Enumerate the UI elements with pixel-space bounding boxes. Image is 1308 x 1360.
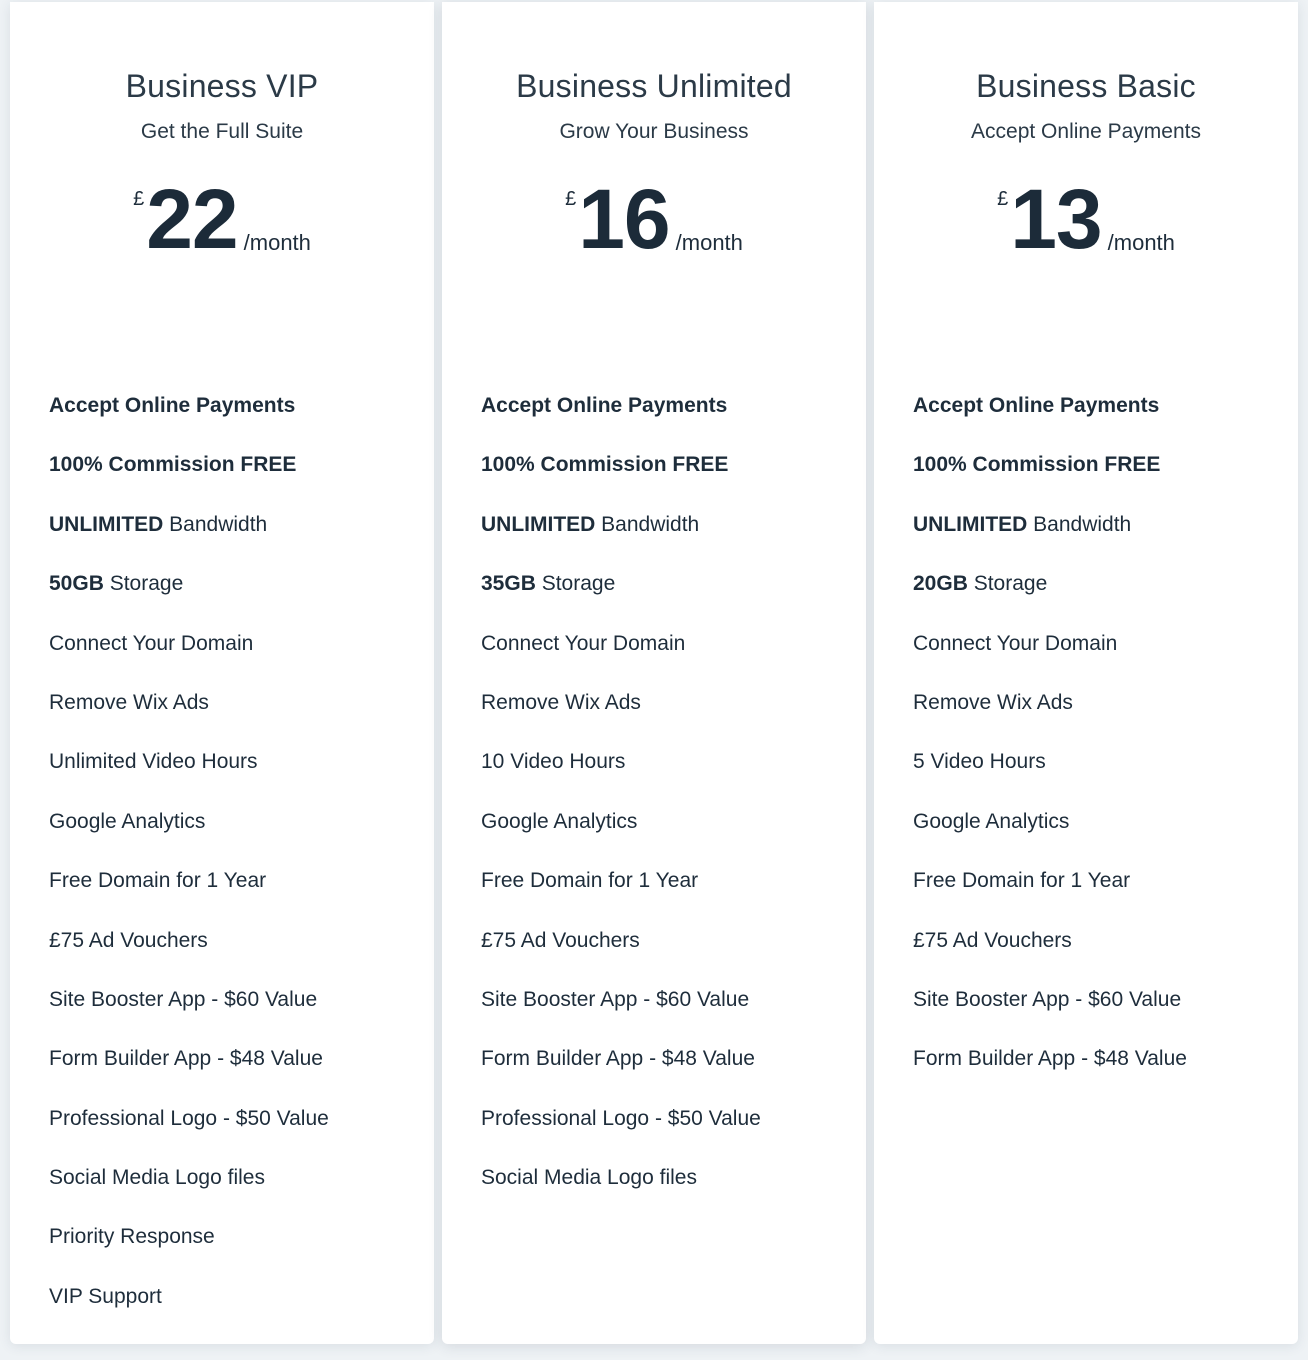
plan-name: Business VIP (125, 68, 319, 104)
feature-item (49, 570, 329, 629)
feature-item (49, 867, 329, 926)
feature-text: Bandwidth (163, 512, 268, 536)
feature-text: Free Domain for 1 Year (49, 869, 267, 893)
feature-item (49, 808, 329, 867)
feature-text: Unlimited Video Hours (49, 750, 258, 774)
feature-item (913, 451, 1187, 510)
feature-text: Form Builder App - $48 Value (49, 1047, 323, 1071)
feature-item (49, 451, 329, 510)
price-period: /month (675, 230, 743, 255)
feature-text: Google Analytics (913, 809, 1070, 833)
feature-item (481, 748, 761, 807)
feature-highlight: UNLIMITED (49, 512, 164, 536)
feature-item (913, 392, 1187, 451)
feature-text: Google Analytics (49, 809, 206, 833)
feature-text: Site Booster App - $60 Value (481, 987, 750, 1011)
feature-item (481, 630, 761, 689)
feature-highlight: 100% Commission FREE (481, 453, 729, 477)
feature-item (481, 570, 761, 629)
feature-text: Remove Wix Ads (913, 690, 1073, 714)
feature-item (913, 927, 1187, 986)
feature-text: Storage (535, 572, 616, 596)
feature-text: Free Domain for 1 Year (913, 869, 1131, 893)
feature-text: £75 Ad Vouchers (49, 928, 208, 952)
feature-text: Google Analytics (481, 809, 638, 833)
feature-text: £75 Ad Vouchers (913, 928, 1072, 952)
feature-item (913, 808, 1187, 867)
feature-highlight: Accept Online Payments (913, 394, 1160, 417)
feature-item (49, 392, 329, 451)
feature-item (481, 1164, 761, 1223)
plan-tagline: Accept Online Payments (971, 120, 1201, 143)
feature-item (49, 1164, 329, 1223)
feature-text: Connect Your Domain (49, 631, 254, 655)
plan-price (10, 174, 434, 264)
feature-highlight: 100% Commission FREE (49, 453, 297, 477)
feature-item (49, 748, 329, 807)
price-amount: 13 (1010, 172, 1102, 266)
feature-item (49, 1283, 329, 1342)
feature-item (49, 689, 329, 748)
feature-item (49, 986, 329, 1045)
feature-text: Form Builder App - $48 Value (913, 1047, 1187, 1071)
feature-item (49, 1223, 329, 1282)
feature-item (481, 451, 761, 510)
feature-text: Bandwidth (595, 512, 700, 536)
feature-highlight: Accept Online Payments (49, 394, 296, 417)
feature-text: Priority Response (49, 1225, 215, 1249)
feature-text: 10 Video Hours (481, 750, 626, 774)
feature-text: Social Media Logo files (49, 1166, 265, 1190)
feature-text: Remove Wix Ads (49, 690, 209, 714)
plan-price (874, 174, 1298, 264)
price-amount: 22 (146, 172, 238, 266)
feature-highlight: UNLIMITED (913, 512, 1028, 536)
feature-text: Free Domain for 1 Year (481, 869, 699, 893)
feature-highlight: 100% Commission FREE (913, 453, 1161, 477)
plan-price (442, 174, 866, 264)
feature-item (913, 986, 1187, 1045)
feature-item (49, 511, 329, 570)
feature-highlight: 50GB (49, 572, 104, 596)
price-amount: 16 (578, 172, 670, 266)
feature-text: Professional Logo - $50 Value (49, 1106, 329, 1130)
feature-list (481, 392, 761, 1223)
plan-name: Business Basic (976, 68, 1196, 104)
feature-item (481, 511, 761, 570)
feature-item (481, 689, 761, 748)
price-currency: £ (565, 188, 577, 210)
feature-text: Bandwidth (1027, 512, 1132, 536)
feature-item (481, 1105, 761, 1164)
feature-text: Remove Wix Ads (481, 690, 641, 714)
feature-highlight: Accept Online Payments (481, 394, 728, 417)
feature-item (913, 689, 1187, 748)
feature-item (49, 1045, 329, 1104)
feature-text: Site Booster App - $60 Value (913, 987, 1182, 1011)
feature-text: Professional Logo - $50 Value (481, 1106, 761, 1130)
feature-item (913, 748, 1187, 807)
feature-item (481, 867, 761, 926)
feature-item (481, 808, 761, 867)
feature-text: Connect Your Domain (481, 631, 686, 655)
price-currency: £ (133, 188, 145, 210)
price-currency: £ (997, 188, 1009, 210)
plan-card-business-unlimited[interactable] (442, 2, 866, 1344)
plan-card-business-vip[interactable] (10, 2, 434, 1344)
feature-item (481, 986, 761, 1045)
plan-tagline: Get the Full Suite (140, 120, 304, 143)
feature-highlight: 35GB (481, 572, 536, 596)
feature-text: Connect Your Domain (913, 631, 1118, 655)
feature-item (913, 511, 1187, 570)
feature-text: Form Builder App - $48 Value (481, 1047, 755, 1071)
feature-text: Storage (103, 572, 184, 596)
feature-text: VIP Support (49, 1284, 162, 1308)
feature-item (49, 927, 329, 986)
feature-item (49, 1105, 329, 1164)
plan-name: Business Unlimited (516, 68, 792, 104)
price-period: /month (1107, 230, 1175, 255)
feature-item (481, 1045, 761, 1104)
feature-item (913, 570, 1187, 629)
feature-highlight: 20GB (913, 572, 968, 596)
plan-card-business-basic[interactable] (874, 2, 1298, 1344)
feature-item (913, 630, 1187, 689)
feature-item (913, 1045, 1187, 1104)
feature-list (913, 392, 1187, 1105)
feature-text: £75 Ad Vouchers (481, 928, 640, 952)
feature-item (913, 867, 1187, 926)
feature-highlight: UNLIMITED (481, 512, 596, 536)
feature-list (49, 392, 329, 1342)
feature-item (49, 630, 329, 689)
feature-text: Social Media Logo files (481, 1166, 697, 1190)
feature-item (481, 392, 761, 451)
feature-item (481, 927, 761, 986)
price-period: /month (243, 230, 311, 255)
feature-text: Storage (967, 572, 1048, 596)
plan-tagline: Grow Your Business (559, 120, 749, 143)
feature-text: 5 Video Hours (913, 750, 1046, 774)
feature-text: Site Booster App - $60 Value (49, 987, 318, 1011)
